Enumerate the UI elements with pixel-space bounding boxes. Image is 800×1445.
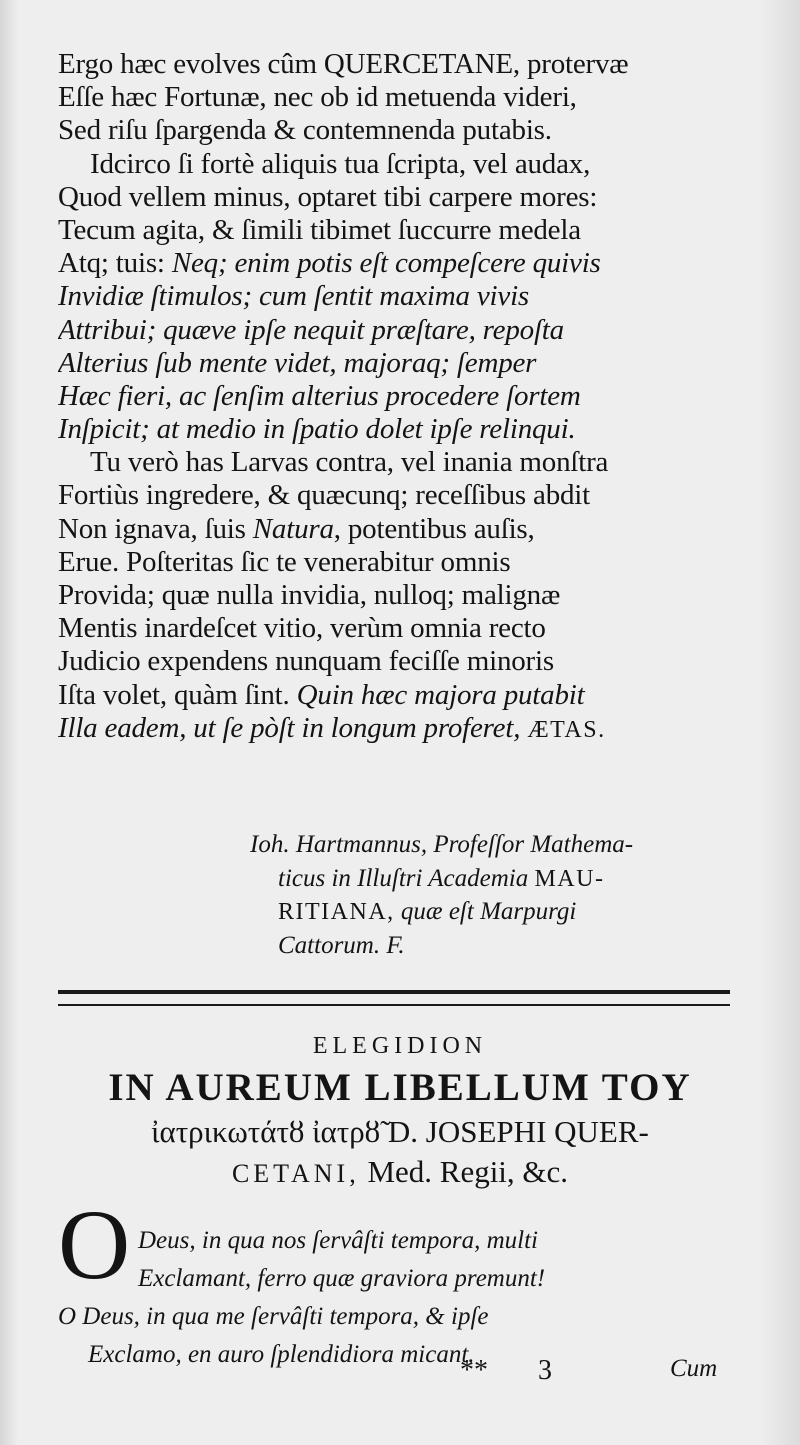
title-line: ἰατρικωτάτȣ ἰατρȣ̃ D. JOSEPHI QUER-	[151, 1114, 649, 1149]
poem-line: Idcirco ſi fortè aliquis tua ſcripta, vel audax,	[90, 147, 591, 180]
poem-line: Tecum agita, & ſimili tibimet ſuccurre medela	[58, 213, 581, 246]
signature-line: ticus in Illuſtri Academia MAU-	[278, 864, 605, 892]
elegy-text	[58, 1222, 738, 1374]
catchword: Cum	[670, 1355, 718, 1382]
poem-line: Mentis inardeſcet vitio, verùm omnia recto	[58, 612, 546, 645]
poem-line: Atq; tuis: Neq; enim potis eſt compeſcere quivis	[58, 247, 601, 280]
elegy-line: O Deus, in qua me ſervâſti tempora, & ipſe	[58, 1303, 489, 1330]
poem-line: Eſſe hæc Fortunæ, nec ob id metuenda videri,	[58, 81, 577, 114]
poem-line: Fortiùs ingredere, & quæcunq; receſſibus abdit	[58, 479, 591, 512]
poem-line: Non ignava, ſuis Natura, potentibus auſis,	[58, 512, 535, 545]
poem-line: Quod vellem minus, optaret tibi carpere mores:	[58, 180, 598, 213]
poem-line: Ergo hæc evolves cûm QUERCETANE, protervæ	[58, 48, 629, 80]
poem-line: Inſpicit; at medio in ſpatio dolet ipſe relinqui.	[58, 413, 576, 446]
poem-line: Hæc fieri, ac ſenſim alterius procedere ſortem	[58, 379, 581, 412]
title-line: ELEGIDION	[312, 1033, 488, 1059]
poem-line: Illa eadem, ut ſe pòſt in longum proferet, ÆTAS.	[58, 711, 606, 744]
poem-line: Iſta volet, quàm ſint. Quin hæc majora putabit	[58, 678, 585, 711]
title-line: IN AUREUM LIBELLUM TOY	[108, 1066, 692, 1109]
dedicatory-poem	[58, 48, 748, 745]
signature-line: RITIANA, quæ eſt Marpurgi	[278, 898, 577, 925]
page-number: 3	[538, 1355, 552, 1386]
signature-line: Ioh. Hartmannus, Profeſſor Mathema-	[250, 831, 634, 858]
elegy-line: Deus, in qua nos ſervâſti tempora, multi	[138, 1227, 538, 1254]
poem-line: Tu verò has Larvas contra, vel inania monſtra	[90, 446, 609, 479]
author-signature	[250, 828, 750, 962]
poem-line: Provida; quæ nulla invidia, nulloq; malignæ	[58, 579, 561, 611]
poem-line: Erue. Poſteritas ſic te venerabitur omnis	[58, 545, 511, 578]
poem-line: Sed riſu ſpargenda & contemnenda putabis.	[58, 114, 552, 147]
drop-cap: O	[58, 1189, 131, 1300]
signature-mark: **	[460, 1355, 488, 1386]
poem-line: Invidiæ ſtimulos; cum ſentit maxima vivis	[58, 280, 530, 313]
poem-line: Attribui; quæve ipſe nequit præſtare, repoſta	[58, 313, 564, 346]
poem-line: Alterius ſub mente videt, majoraq; ſemper	[58, 346, 537, 379]
poem-line: Judicio expendens nunquam feciſſe minoris	[58, 645, 554, 678]
signature-line: Cattorum. F.	[278, 931, 405, 959]
section-divider-rule	[58, 990, 730, 1006]
elegy-line: Exclamant, ferro quæ graviora premunt!	[138, 1265, 546, 1292]
title-line: CETANI, Med. Regii, &c.	[231, 1154, 569, 1189]
elegy-line: Exclamo, en auro ſplendidiora micant.	[88, 1341, 475, 1368]
elegy-title	[55, 1028, 745, 1192]
